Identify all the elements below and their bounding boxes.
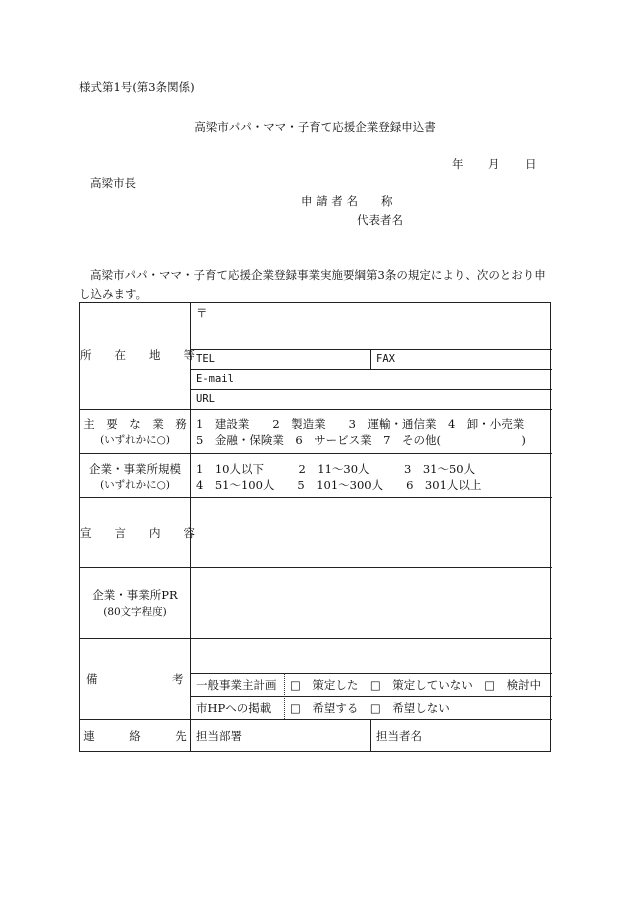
address-label: 所 在 地 等	[80, 348, 195, 362]
size-label: 企業・事業所規模	[89, 462, 181, 476]
hp-options: □ 希望する □ 希望しない	[290, 701, 450, 715]
postal-mark: 〒	[196, 306, 208, 320]
url-label: URL	[196, 393, 215, 405]
date-month: 月	[488, 157, 500, 171]
hp-label: 市HPへの掲載	[196, 701, 272, 715]
business-label: 主 要 な 業 務	[83, 417, 187, 431]
representative-label: 代表者名	[357, 213, 403, 227]
person-label: 担当者名	[376, 729, 422, 743]
size-options-1: 1 10人以下 2 11～30人 3 31～50人	[196, 462, 476, 476]
plan-label: 一般事業主計画	[196, 678, 277, 692]
business-options-1: 1 建設業 2 製造業 3 運輸・通信業 4 卸・小売業	[196, 417, 525, 431]
application-table	[79, 302, 551, 752]
pr-label: 企業・事業所PR	[92, 588, 178, 602]
business-options-2: 5 金融・保険業 6 サービス業 7 その他( )	[196, 433, 526, 447]
dept-label: 担当部署	[196, 729, 242, 743]
contact-label: 連 絡 先	[83, 729, 187, 743]
business-sub: (いずれかに○)	[100, 434, 170, 446]
email-label: E-mail	[196, 373, 234, 385]
form-title: 高梁市パパ・ママ・子育て応援企業登録申込書	[194, 120, 436, 134]
remarks-label-left: 備	[86, 672, 98, 686]
intro-line-2: し込みます。	[79, 287, 148, 301]
remarks-label-right: 考	[172, 672, 184, 686]
fax-label: FAX	[376, 353, 395, 365]
applicant-name-label: 申 請 者 名 称	[301, 194, 393, 208]
size-options-2: 4 51～100人 5 101～300人 6 301人以上	[196, 478, 482, 492]
declaration-label: 宣 言 内 容	[80, 526, 195, 540]
intro-line-1: 高梁市パパ・ママ・子育て応援企業登録事業実施要綱第3条の規定により、次のとおり申	[90, 268, 546, 282]
plan-options: □ 策定した □ 策定していない □ 検討中	[290, 678, 542, 692]
date-day: 日	[525, 157, 537, 171]
form-number: 様式第1号(第3条関係)	[79, 80, 195, 94]
tel-label: TEL	[196, 353, 215, 365]
size-sub: (いずれかに○)	[100, 479, 170, 491]
date-year: 年	[452, 157, 464, 171]
addressee: 高梁市長	[90, 176, 136, 190]
pr-sub: (80文字程度)	[103, 606, 167, 618]
